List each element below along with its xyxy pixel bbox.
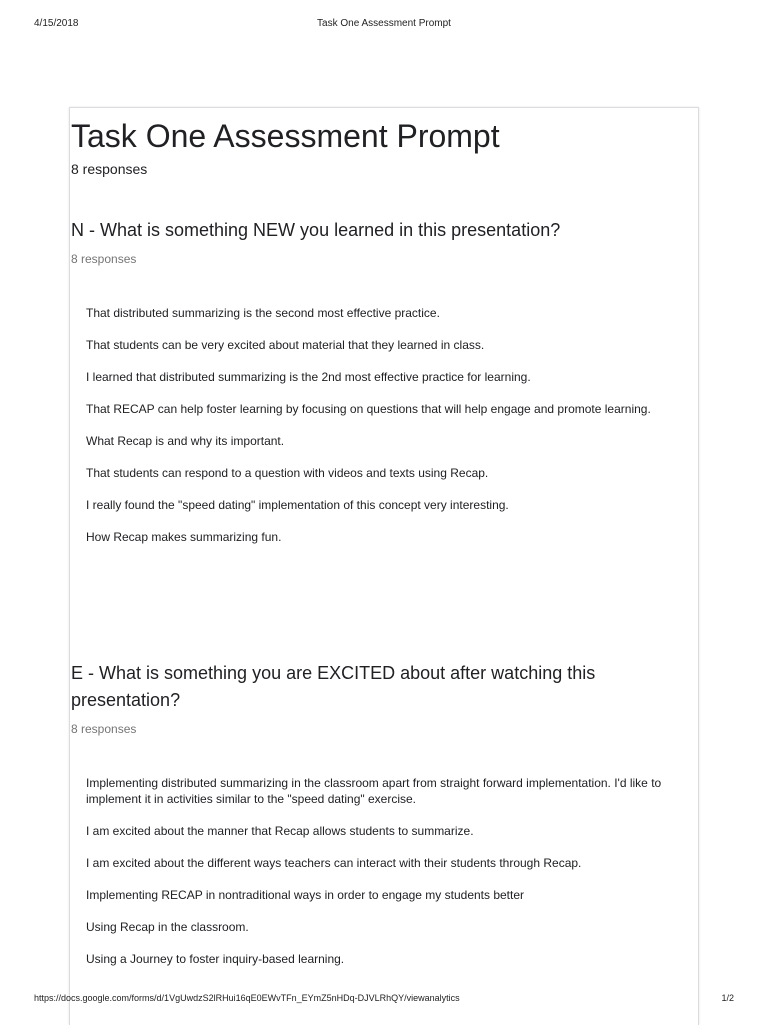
list-item: That distributed summarizing is the second most effective practice. [86,306,440,320]
list-item: I am excited about the different ways teachers can interact with their students through Recap. [86,856,582,870]
print-header [0,18,768,32]
list-item: How Recap makes summarizing fun. [86,530,282,544]
list-item: That students can respond to a question with videos and texts using Recap. [86,466,489,480]
list-item: Using a Journey to foster inquiry-based learning. [86,952,345,966]
answer-list-new [86,305,686,561]
page-url: https://docs.google.com/forms/d/1VgUwdzS2lRHui16qE0EWvTFn_EYmZ5nHDq-DJVLRhQY/viewanalytics [34,993,460,1003]
form-title: Task One Assessment Prompt [71,118,500,154]
list-item: That RECAP can help foster learning by focusing on questions that will help engage and promote learning. [86,402,651,416]
list-item: What Recap is and why its important. [86,434,285,448]
question-response-count-excited: 8 responses [71,722,137,736]
answer-list-excited [86,775,686,983]
print-footer [0,993,768,1007]
list-item: Implementing distributed summarizing in the classroom apart from straight forward implementation. I'd like to implement it in activities similar to the "speed dating" exercise. [86,776,662,806]
list-item: I learned that distributed summarizing is the 2nd most effective practice for learning. [86,370,531,384]
print-date: 4/15/2018 [34,18,79,29]
page-number: 1/2 [721,993,734,1003]
list-item: Implementing RECAP in nontraditional ways in order to engage my students better [86,888,525,902]
question-response-count-new: 8 responses [71,252,137,266]
form-response-count: 8 responses [71,161,148,177]
list-item: I really found the "speed dating" implementation of this concept very interesting. [86,498,509,512]
question-title-new: N - What is something NEW you learned in this presentation? [71,220,561,240]
list-item: Using Recap in the classroom. [86,920,249,934]
question-title-excited: E - What is something you are EXCITED about after watching this presentation? [71,663,596,710]
list-item: I am excited about the manner that Recap allows students to summarize. [86,824,474,838]
list-item: That students can be very excited about material that they learned in class. [86,338,485,352]
print-title: Task One Assessment Prompt [317,18,451,29]
